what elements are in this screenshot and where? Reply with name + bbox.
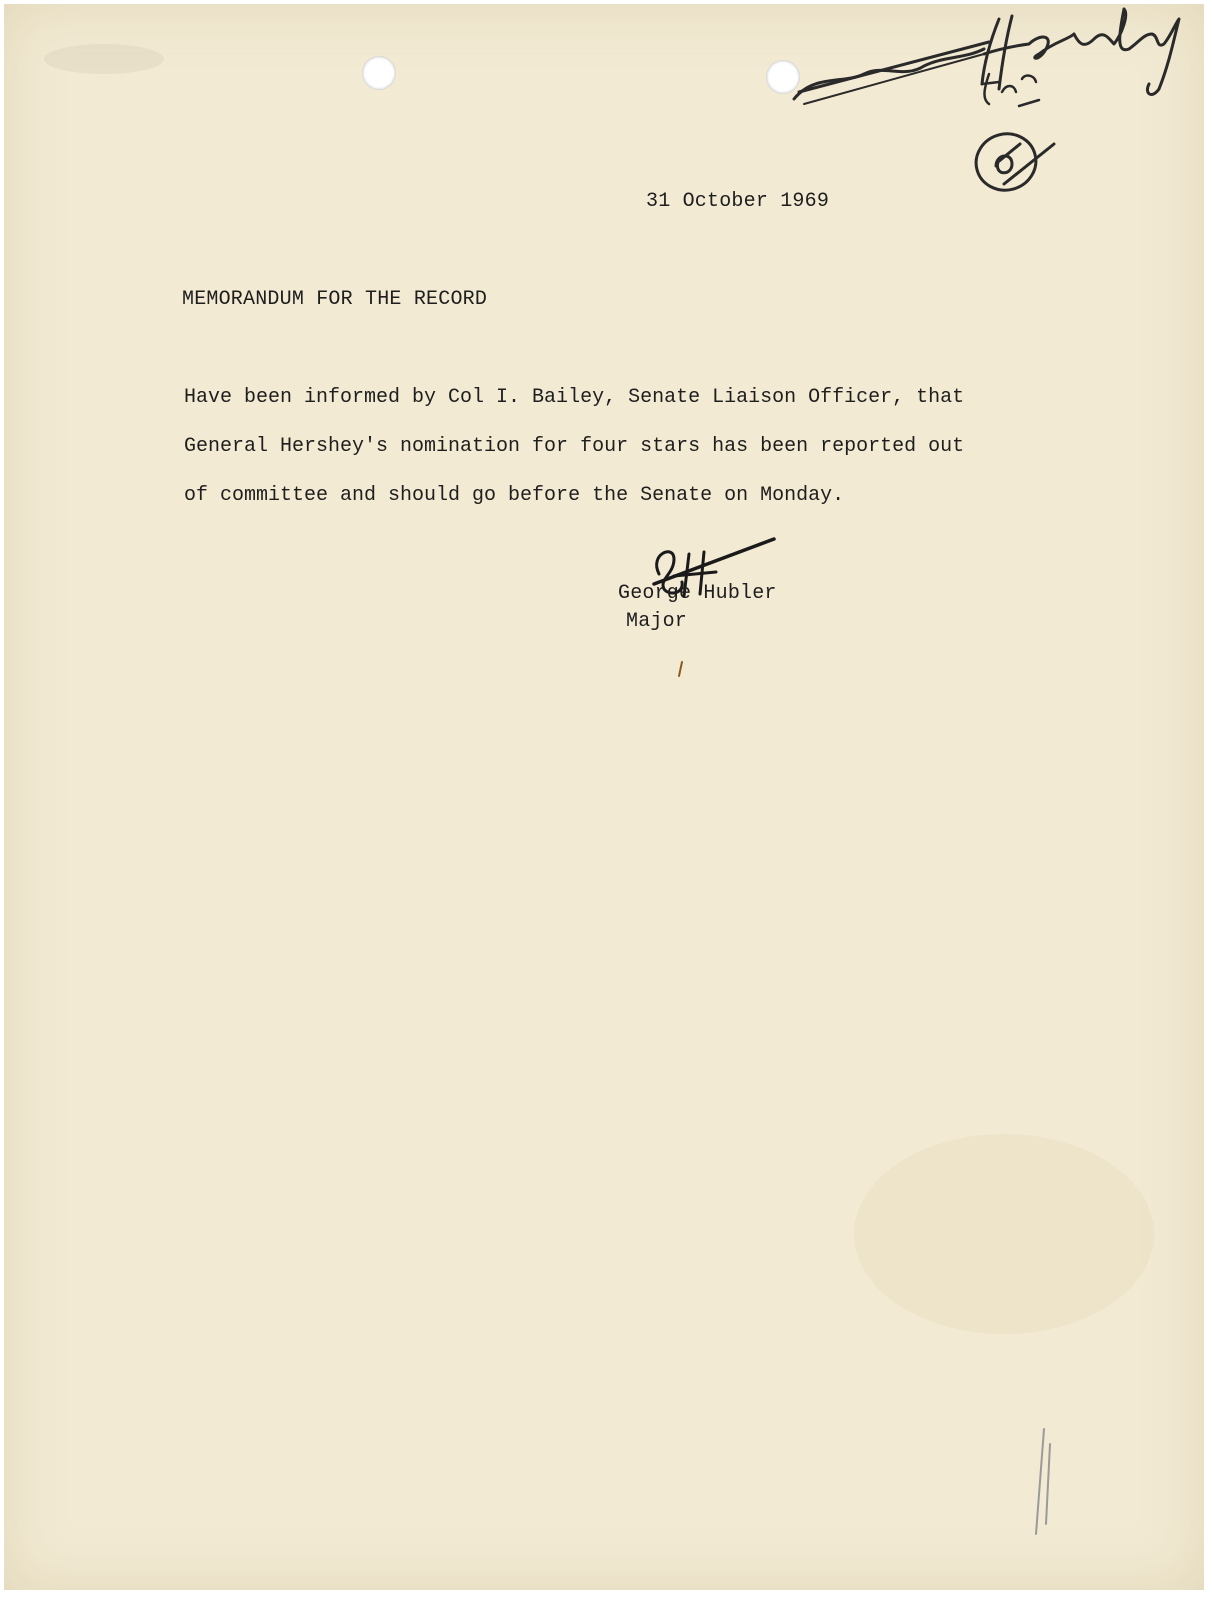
- paper-stain: [854, 1134, 1154, 1334]
- handwritten-annotation: [784, 4, 1204, 204]
- memo-body-line: General Hershey's nomination for four stars has been reported out: [184, 435, 965, 458]
- memo-page: [4, 4, 1204, 1590]
- pencil-mark: [676, 660, 686, 680]
- memo-body-line: Have been informed by Col I. Bailey, Senate Liaison Officer, that: [184, 386, 965, 409]
- memo-body-line: of committee and should go before the Senate on Monday.: [184, 484, 845, 507]
- memo-heading: MEMORANDUM FOR THE RECORD: [182, 288, 488, 311]
- memo-date: 31 October 1969: [646, 190, 830, 213]
- pencil-mark: [1026, 1424, 1056, 1544]
- signer-name: George Hubler: [618, 582, 777, 605]
- signer-rank: Major: [626, 610, 688, 633]
- punch-hole-left: [362, 56, 396, 90]
- paper-stain: [44, 44, 164, 74]
